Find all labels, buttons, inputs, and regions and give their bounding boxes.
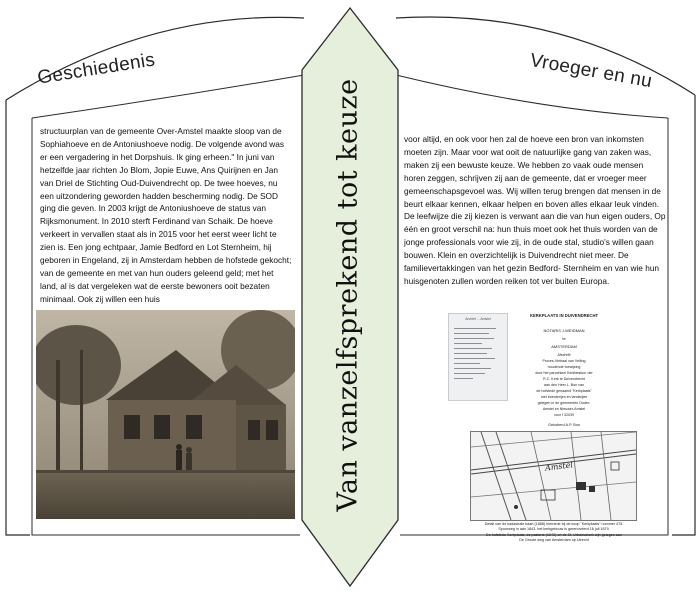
deed-line: Afschrift — [557, 353, 571, 357]
right-text-column — [404, 133, 666, 288]
deed-line: R.C. Kerk te Duivendrecht — [543, 377, 585, 381]
deed-line: door het parochieel Kerkbestuur der — [535, 371, 593, 375]
deed-line: Amstel en Nieuwer-Amstel — [542, 407, 586, 411]
map-caption-line: Spoorweg in aan 1843, het kerkgebouw is gerenoveerd 16 juli 1879. — [498, 527, 610, 532]
map-caption-line: De hofstede Kerkplaats, de pastorie (1843) en de St. Urbanuskerk zijn gelegen aan — [486, 532, 622, 537]
deed-line: voor f 32039 — [554, 413, 574, 417]
deed-notary: NOTARIS J.WEIDMAN — [543, 328, 585, 333]
map-label-amstel: Amstel — [544, 460, 574, 473]
left-column-text: structuurplan van de gemeente Over-Amstel maakte sloop van de Sophiahoeve en de Antoniushoeve nodig. De volgende avond was er een vergadering in het Dorpshuis. Ik ging erheen." In juni van hetzelfde jaar richten Jo Blom, Jopie Euwe, Ans Quirijnen en Jan van Driel de Stichting Oud-Duivendrecht op. De twee hoeves, nu een uitzondering geworden hadden bescherming nodig. De SOD ging die geven. In 2003 krijgt de Antoniushoeve de status van Rijksmonument. In 2010 sterft Ferdinand van Schaik. De hoeve verkeert in vervallen staat als in 2015 voor het eerst weer licht te zien is. Een jong echtpaar, Jamie Bedford en Lot Sternheim, hij geboren in Engeland, zij in Amsterdam hebben de hofstede gekocht; van de gemeente en met van hun ouders geleend geld; met het land, al is dat vergeleken wat de eerste bewoners ooit bezaten minimaal. Ook zij willen een huis — [40, 126, 292, 304]
cadastral-map — [470, 431, 637, 521]
left-text-column — [40, 125, 293, 306]
archive-document-scan — [448, 313, 508, 401]
heading-geschiedenis: Geschiedenis — [36, 49, 157, 89]
farmhouse-photo — [36, 310, 295, 519]
map-caption-line: De Groote weg van Amsterdam op Utrecht — [519, 537, 589, 542]
deed-line: Proces-Verbaal van Veiling — [542, 359, 586, 363]
deed-city: AMSTERDAM — [551, 344, 577, 349]
deed-body — [512, 352, 616, 418]
deed-line: met boerderijen en landerijen — [540, 395, 588, 399]
deed-signature: Gekoberd A.P. Bon — [547, 423, 580, 427]
deed-te: te — [562, 336, 566, 341]
handwriting-lines — [454, 328, 501, 383]
center-title: Van vanzelfsprekend tot keuze — [332, 78, 364, 512]
deed-line: aan den Heer L. Bon van — [544, 383, 584, 387]
heading-vroeger-en-nu: Vroeger en nu — [528, 50, 654, 93]
map-caption-line: Detail van de kadastrale kaart (1888) hiernede bij de koop "Kerkplaats" nummer 475. — [484, 522, 624, 526]
deed-line: gelegen in de gemeenten Ouder- — [537, 401, 591, 405]
deed-title-page — [512, 313, 616, 437]
deed-line: de hofstede genaamd "Kerkplaats" — [536, 389, 592, 393]
right-column-text: voor altijd, en ook voor hen zal de hoeve een bron van inkomsten moeten zijn. Maar voor wat ooit de natuurlijke gang van zaken was, maken zij een bewuste keuze. We hebben zo vaak oude mensen horen zeggen, schrijven zij aan de gemeente, dat er vroeger meer gemeenschapsgevoel was. Wij willen terug brengen dat mensen in de beurt elkaar kennen, elkaar helpen en boven alles elkaar leuk vinden. De leefwijze die zij kiezen is verwant aan die van hun eigen ouders, Op één en groot verschil na: hun thuis moet ook het thuis worden van de jonge professionals voor wie zij, in de oude stal, studio's willen gaan bouwen. Klein en overzichtelijk is Duivendrecht niet meer. De familievertakkingen van het gezin Bedford- Sternheim en van wie hun huisgenoten zullen worden reiken tot ver buiten Europa. — [404, 134, 666, 286]
archive-document-header: Archief ... Amstel — [465, 317, 491, 321]
map-caption — [446, 522, 662, 543]
deed-title: KERKPLAATS IN DUIVENDRECHT — [529, 313, 599, 318]
deed-line: houdende toewijzing — [547, 365, 581, 369]
